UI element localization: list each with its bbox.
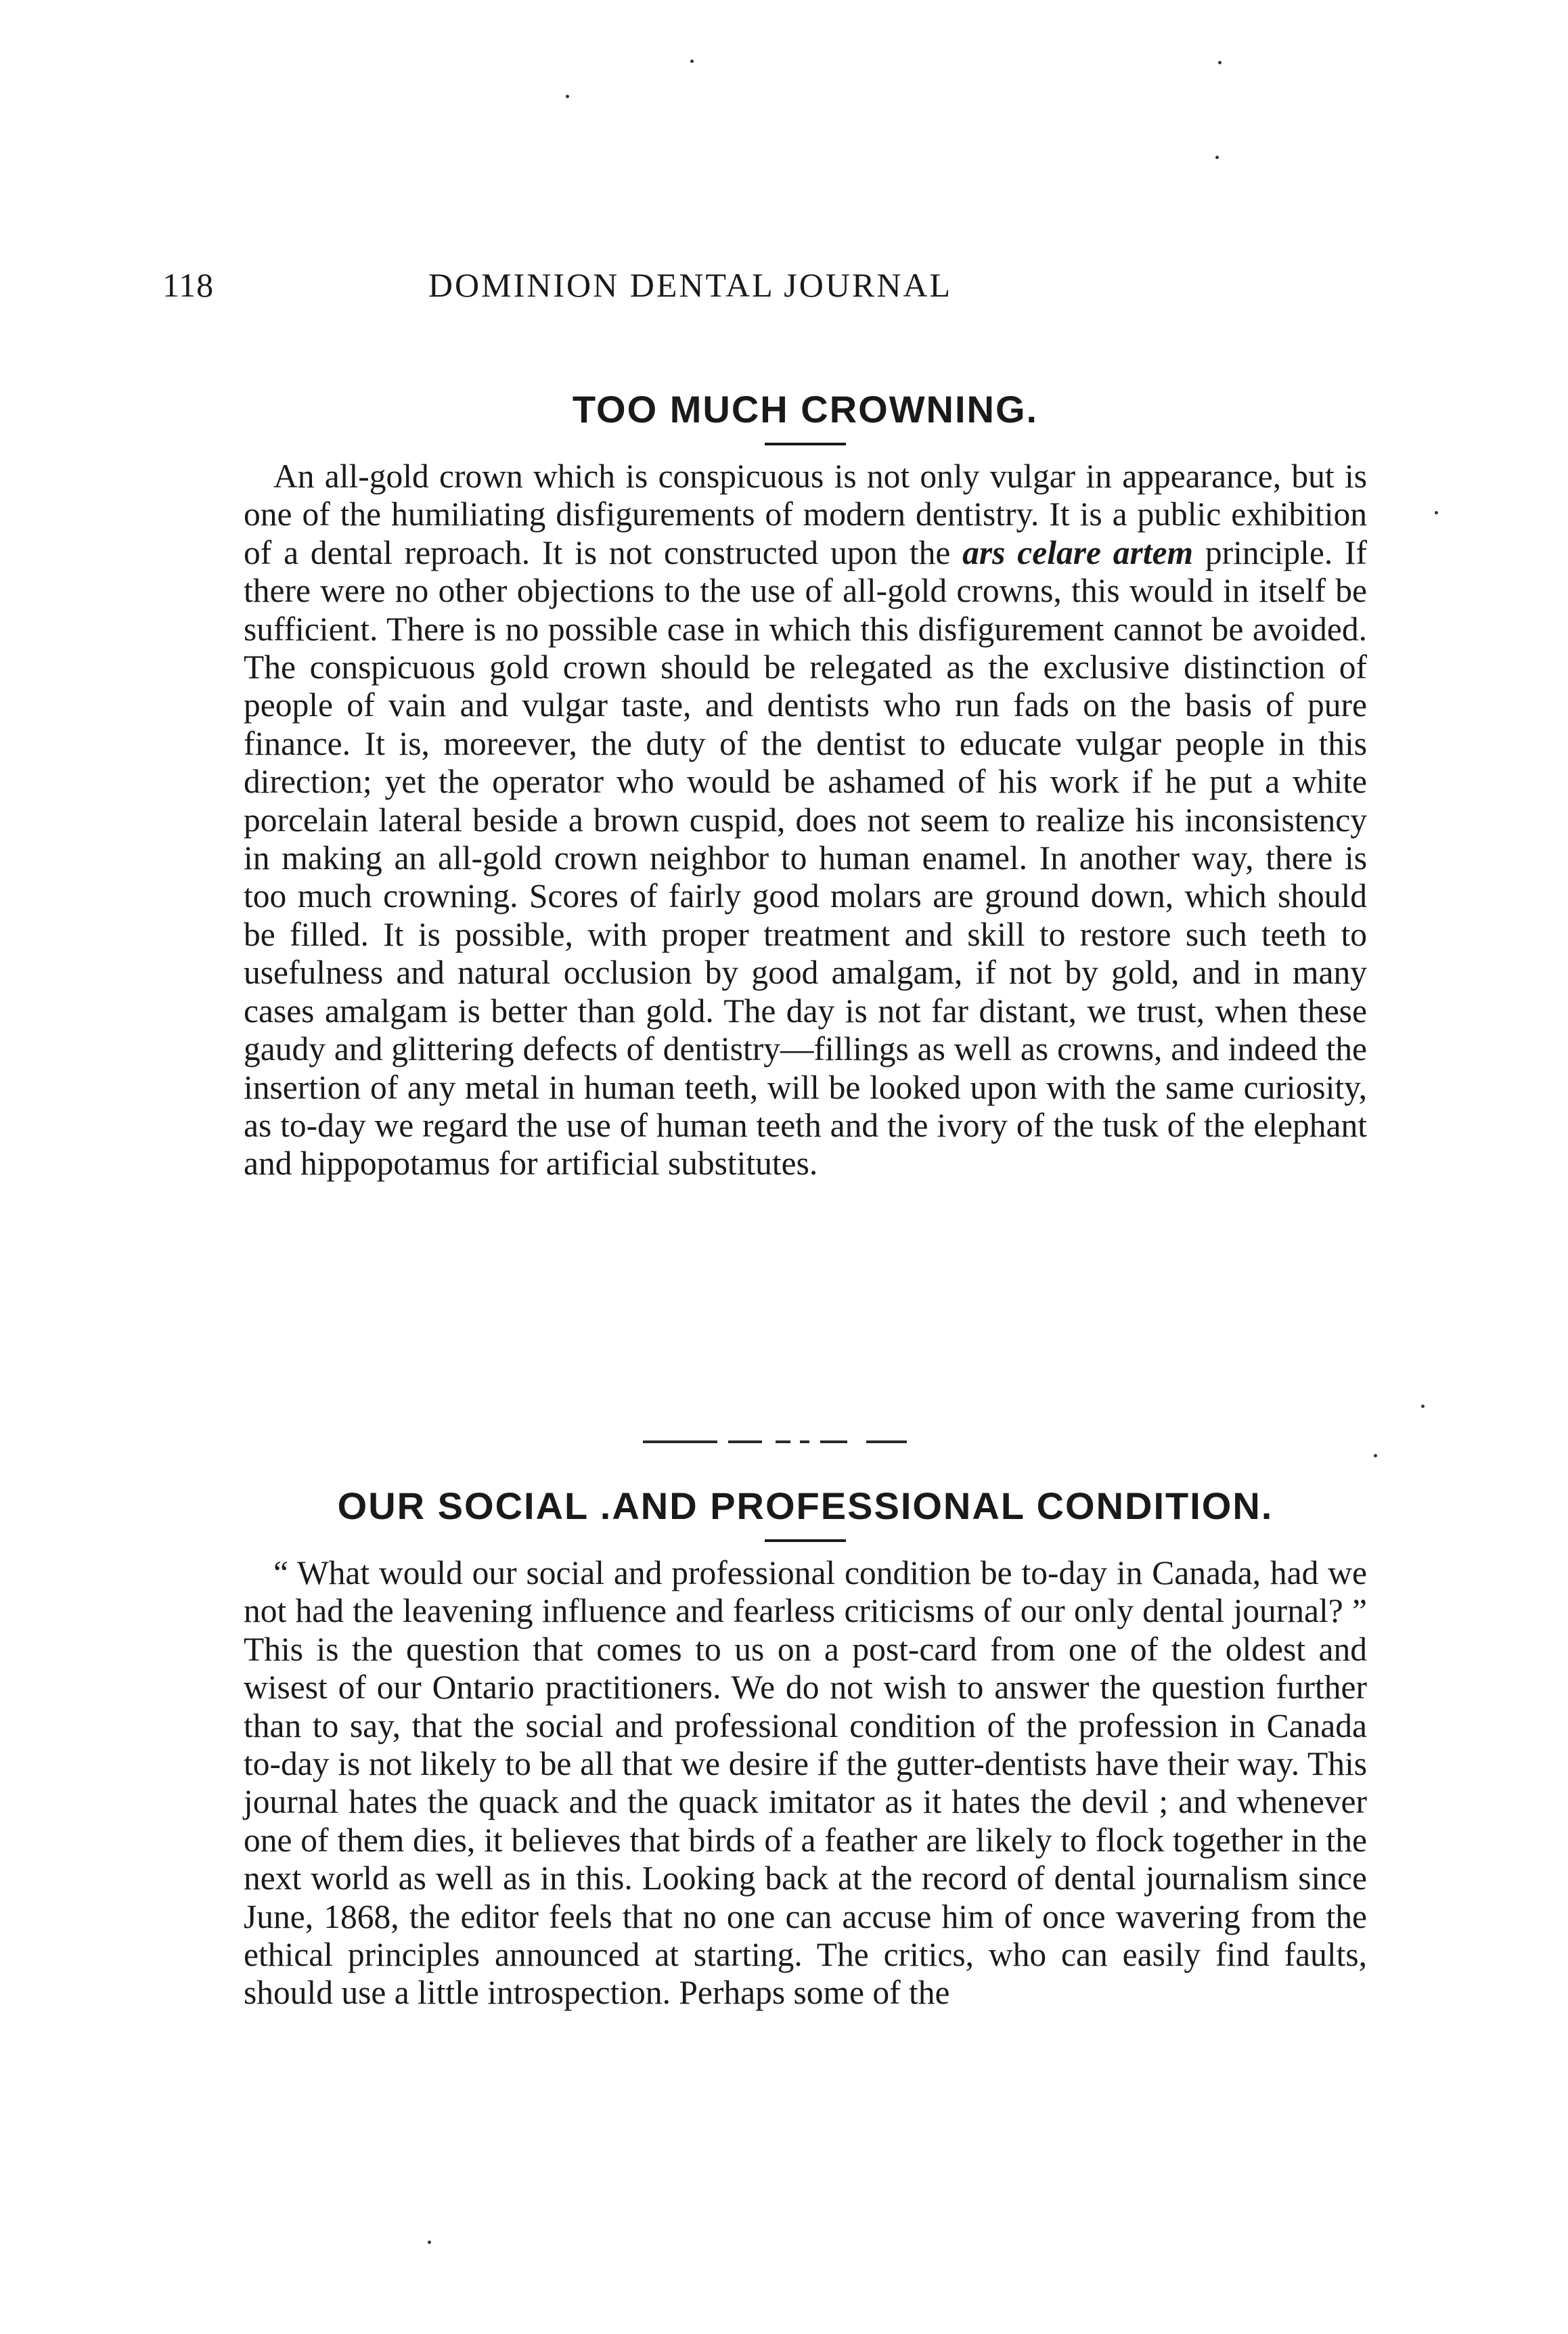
journal-title: DOMINION DENTAL JOURNAL [428,266,953,304]
body-text-part: An all-gold crown which is conspicuous is not only vulgar in appearance, but is one of the humiliating disfigurements of modern dentistry. It is a public exhibition of a dental reproach. It is not constructed upon the [244,458,1367,571]
running-header [162,265,1218,313]
title-rule [765,1539,846,1542]
print-speck [1374,1454,1377,1457]
section-divider [643,1440,961,1445]
article-body: “ What would our social and professional condition be to-day in Canada, had we not had the leavening influence and fearless criticisms of our only dental journal? ” This is the question that comes to us on a post-card from one of the oldest and wisest of our Ontario practitioners. We do not wish to answer the question further than to say, that the social and professional condition of the profession in Canada to-day is not likely to be all that we desire if the gutter-dentists have their way. This journal hates the quack and the quack imitator as it hates the devil ; and whenever one of them dies, it believes that birds of a feather are likely to flock together in the next world as well as in this. Looking back at the record of dental journalism since June, 1868, the editor feels that no one can accuse him of once wavering from the ethical principles announced at starting. The critics, who can easily find faults, should use a little introspection. Perhaps some of the [244,1554,1367,2012]
title-rule [765,443,846,445]
article-too-much-crowning [244,386,1367,1183]
print-speck [566,95,569,98]
page-number: 118 [162,266,215,304]
print-speck [1215,156,1219,159]
article-title: TOO MUCH CROWNING. [572,388,1039,431]
article-body [244,458,1367,1183]
print-speck [1421,1405,1425,1408]
body-text-part: principle. If there were no other objections to the use of all-gold crowns, this would in itself be sufficient. There is no possible case in which this disfigurement cannot be avoided. The conspicuous gold crown should be relegated as the exclusive distinction of people of vain and vulgar taste, and dentists who run fads on the basis of pure finance. It is, moreever, the duty of the dentist to educate vulgar people in this direction; yet the operator who would be ashamed of his work if he put a white porcelain lateral beside a brown cuspid, does not seem to realize his inconsistency in making an all-gold crown neighbor to human enamel. In another way, there is too much crowning. Scores of fairly good molars are ground down, which should be filled. It is possible, with proper treatment and skill to restore such teeth to usefulness and natural occlusion by good amalgam, if not by gold, and in many cases amalgam is better than gold. The day is not far distant, we trust, when these gaudy and glittering defects of dentistry—fillings as well as crowns, and indeed the insertion of any metal in human teeth, will be looked upon with the same curiosity, as to-day we regard the use of human teeth and the ivory of the tusk of the elephant and hippopotamus for artificial substitutes. [244,533,1367,1183]
article-title: OUR SOCIAL .AND PROFESSIONAL CONDITION. [337,1484,1274,1527]
latin-phrase: ars celare artem [962,533,1194,571]
print-speck [690,60,694,63]
print-speck [1218,61,1222,64]
print-speck [1435,511,1438,514]
print-speck [428,2241,431,2244]
article-social-professional-condition [244,1482,1367,2012]
